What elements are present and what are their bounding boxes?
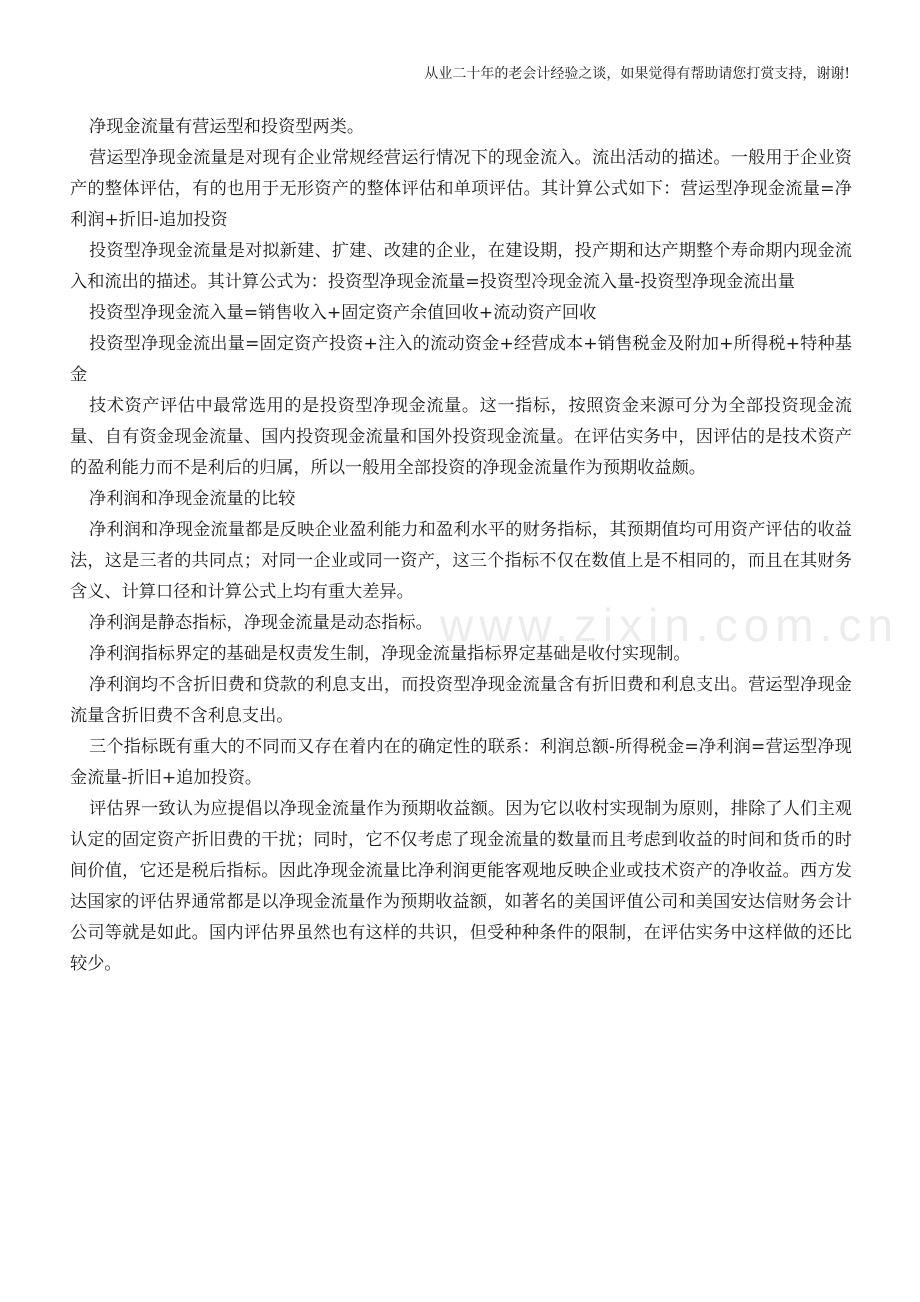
paragraph-accrual-cash-basis: 净利润指标界定的基础是权责发生制，净现金流量指标界定基础是收付实现制。: [89, 644, 691, 664]
paragraph-inflow-formula: 投资型净现金流入量=销售收入+固定资产余值回收+流动资产回收: [89, 303, 597, 323]
header-note: 从业二十年的老会计经验之谈，如果觉得有帮助请您打赏支持，谢谢!: [424, 66, 850, 82]
paragraph-relationship-formula: 三个指标既有重大的不同而又存在着内在的确定性的联系：利润总额-所得税金=净利润=营运型净现金流量-折旧+追加投资。: [70, 737, 852, 788]
section-heading-comparison: 净利润和净现金流量的比较: [89, 489, 296, 509]
paragraph-operating-cash-flow: 营运型净现金流量是对现有企业常规经营运行情况下的现金流入。流出活动的描述。一般用于企业资产的整体评估，有的也用于无形资产的整体评估和单项评估。其计算公式如下：营运型净现金流量=净利润+折旧-追加投资: [70, 148, 852, 230]
watermark: www.zixin.com.cn: [440, 599, 899, 651]
document-body: [70, 112, 852, 980]
paragraph-technical-asset-evaluation: 技术资产评估中最常选用的是投资型净现金流量。这一指标，按照资金来源可分为全部投资现金流量、自有资金现金流量、国内投资现金流量和国外投资现金流量。在评估实务中，因评估的是技术资产的盈利能力而不是利后的归属，所以一般用全部投资的净现金流量作为预期收益颇。: [70, 396, 852, 478]
paragraph-outflow-formula: 投资型净现金流出量=固定资产投资+注入的流动资金+经营成本+销售税金及附加+所得税+特种基金: [70, 334, 852, 385]
paragraph-investment-cash-flow: 投资型净现金流量是对拟新建、扩建、改建的企业，在建设期，投产期和达产期整个寿命期内现金流入和流出的描述。其计算公式为：投资型净现金流量=投资型冷现金流入量-投资型净现金流出量: [70, 241, 852, 292]
paragraph-evaluation-conclusion: 评估界一致认为应提倡以净现金流量作为预期收益额。因为它以收村实现制为原则，排除了人们主观认定的固定资产折旧费的干扰；同时，它不仅考虑了现金流量的数量而且考虑到收益的时间和货币的时间价值，它还是税后指标。因此净现金流量比净利润更能客观地反映企业或技术资产的净收益。西方发达国家的评估界通常都是以净现金流量作为预期收益额，如著名的美国评值公司和美国安达信财务会计公司等就是如此。国内评估界虽然也有这样的共识，但受种种条件的限制，在评估实务中这样做的还比较少。: [70, 799, 852, 974]
paragraph-static-dynamic: 净利润是静态指标，净现金流量是动态指标。: [89, 613, 433, 633]
paragraph-cash-flow-types: 净现金流量有营运型和投资型两类。: [89, 117, 365, 137]
paragraph-comparison-intro: 净利润和净现金流量都是反映企业盈利能力和盈利水平的财务指标，其预期值均可用资产评估的收益法，这是三者的共同点；对同一企业或同一资产，这三个指标不仅在数值上是不相同的，而且在其财务含义、计算口径和计算公式上均有重大差异。: [70, 520, 852, 602]
paragraph-depreciation-interest: 净利润均不含折旧费和贷款的利息支出，而投资型净现金流量含有折旧费和利息支出。营运型净现金流量含折旧费不含利息支出。: [70, 675, 852, 726]
